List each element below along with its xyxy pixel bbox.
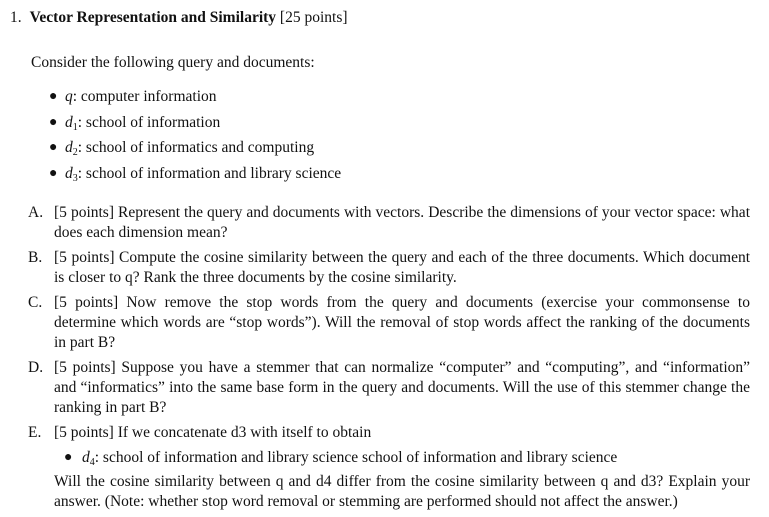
part-text: [5 points] Represent the query and documents with vectors. Describe the dimensions of your vector space: what does each dimension mean?: [54, 204, 750, 241]
item-text: : school of informatics and computing: [77, 139, 315, 156]
part-text: [5 points] Suppose you have a stemmer that can normalize “computer” and “computing”, and “information” and “informatics” into the same base form in the query and documents. Will the use of this stemmer change the ranking in part B?: [54, 359, 750, 416]
bullet-icon: ●: [49, 140, 58, 155]
part-text: [5 points] Now remove the stop words from the query and documents (exercise your commonsense to determine which words are “stop words”). Will the removal of stop words affect the ranking of the documents in part B?: [54, 294, 750, 351]
item-text: : school of information and library science: [77, 164, 342, 182]
part-letter: D.: [28, 359, 44, 376]
bullet-icon: ●: [49, 114, 58, 130]
list-item: [49, 164, 341, 190]
part-letter: A.: [28, 204, 44, 221]
question-points: [25 points]: [279, 9, 348, 26]
item-text: : computer information: [72, 88, 217, 105]
item-variable: $d_2$: [65, 139, 78, 158]
part-a: [28, 203, 750, 243]
question-parts: [28, 203, 750, 517]
part-e-intro: [5 points] If we concatenate d3 with itself to obtain: [54, 424, 372, 441]
bullet-icon: ●: [49, 89, 58, 104]
part-text: [5 points] Compute the cosine similarity between the query and each of the three documents. Which document is closer to q? Rank the three documents by the cosine similarity.: [54, 249, 750, 286]
bullet-icon: ●: [64, 450, 73, 465]
list-item: [54, 448, 750, 468]
list-item: [49, 87, 341, 113]
item-variable: $d_3$: [65, 164, 78, 184]
item-variable: $d_4$: [82, 449, 95, 468]
query-document-list: [49, 87, 341, 189]
item-variable: $d_1$: [65, 113, 78, 133]
list-item: [49, 138, 341, 164]
item-variable: q: [65, 88, 73, 105]
part-c: [28, 293, 750, 353]
item-text: : school of information and library science school of information and library science: [94, 449, 618, 466]
question-number: 1.: [10, 9, 22, 26]
question-title: Vector Representation and Similarity: [29, 9, 277, 26]
question-heading: [10, 8, 348, 28]
intro-text: Consider the following query and documents:: [31, 54, 315, 71]
part-letter: B.: [28, 249, 43, 266]
part-b: [28, 248, 750, 288]
part-d: [28, 358, 750, 418]
part-e: [28, 423, 750, 512]
part-letter: C.: [28, 294, 43, 311]
item-text: : school of information: [77, 113, 221, 131]
list-item: [49, 113, 341, 139]
part-e-question: Will the cosine similarity between q and d4 differ from the cosine similarity between q and d3? Explain your answer. (Note: whether stop word removal or stemming are performed should not affect the answer.): [54, 473, 750, 510]
bullet-icon: ●: [49, 165, 58, 181]
part-letter: E.: [28, 424, 42, 441]
